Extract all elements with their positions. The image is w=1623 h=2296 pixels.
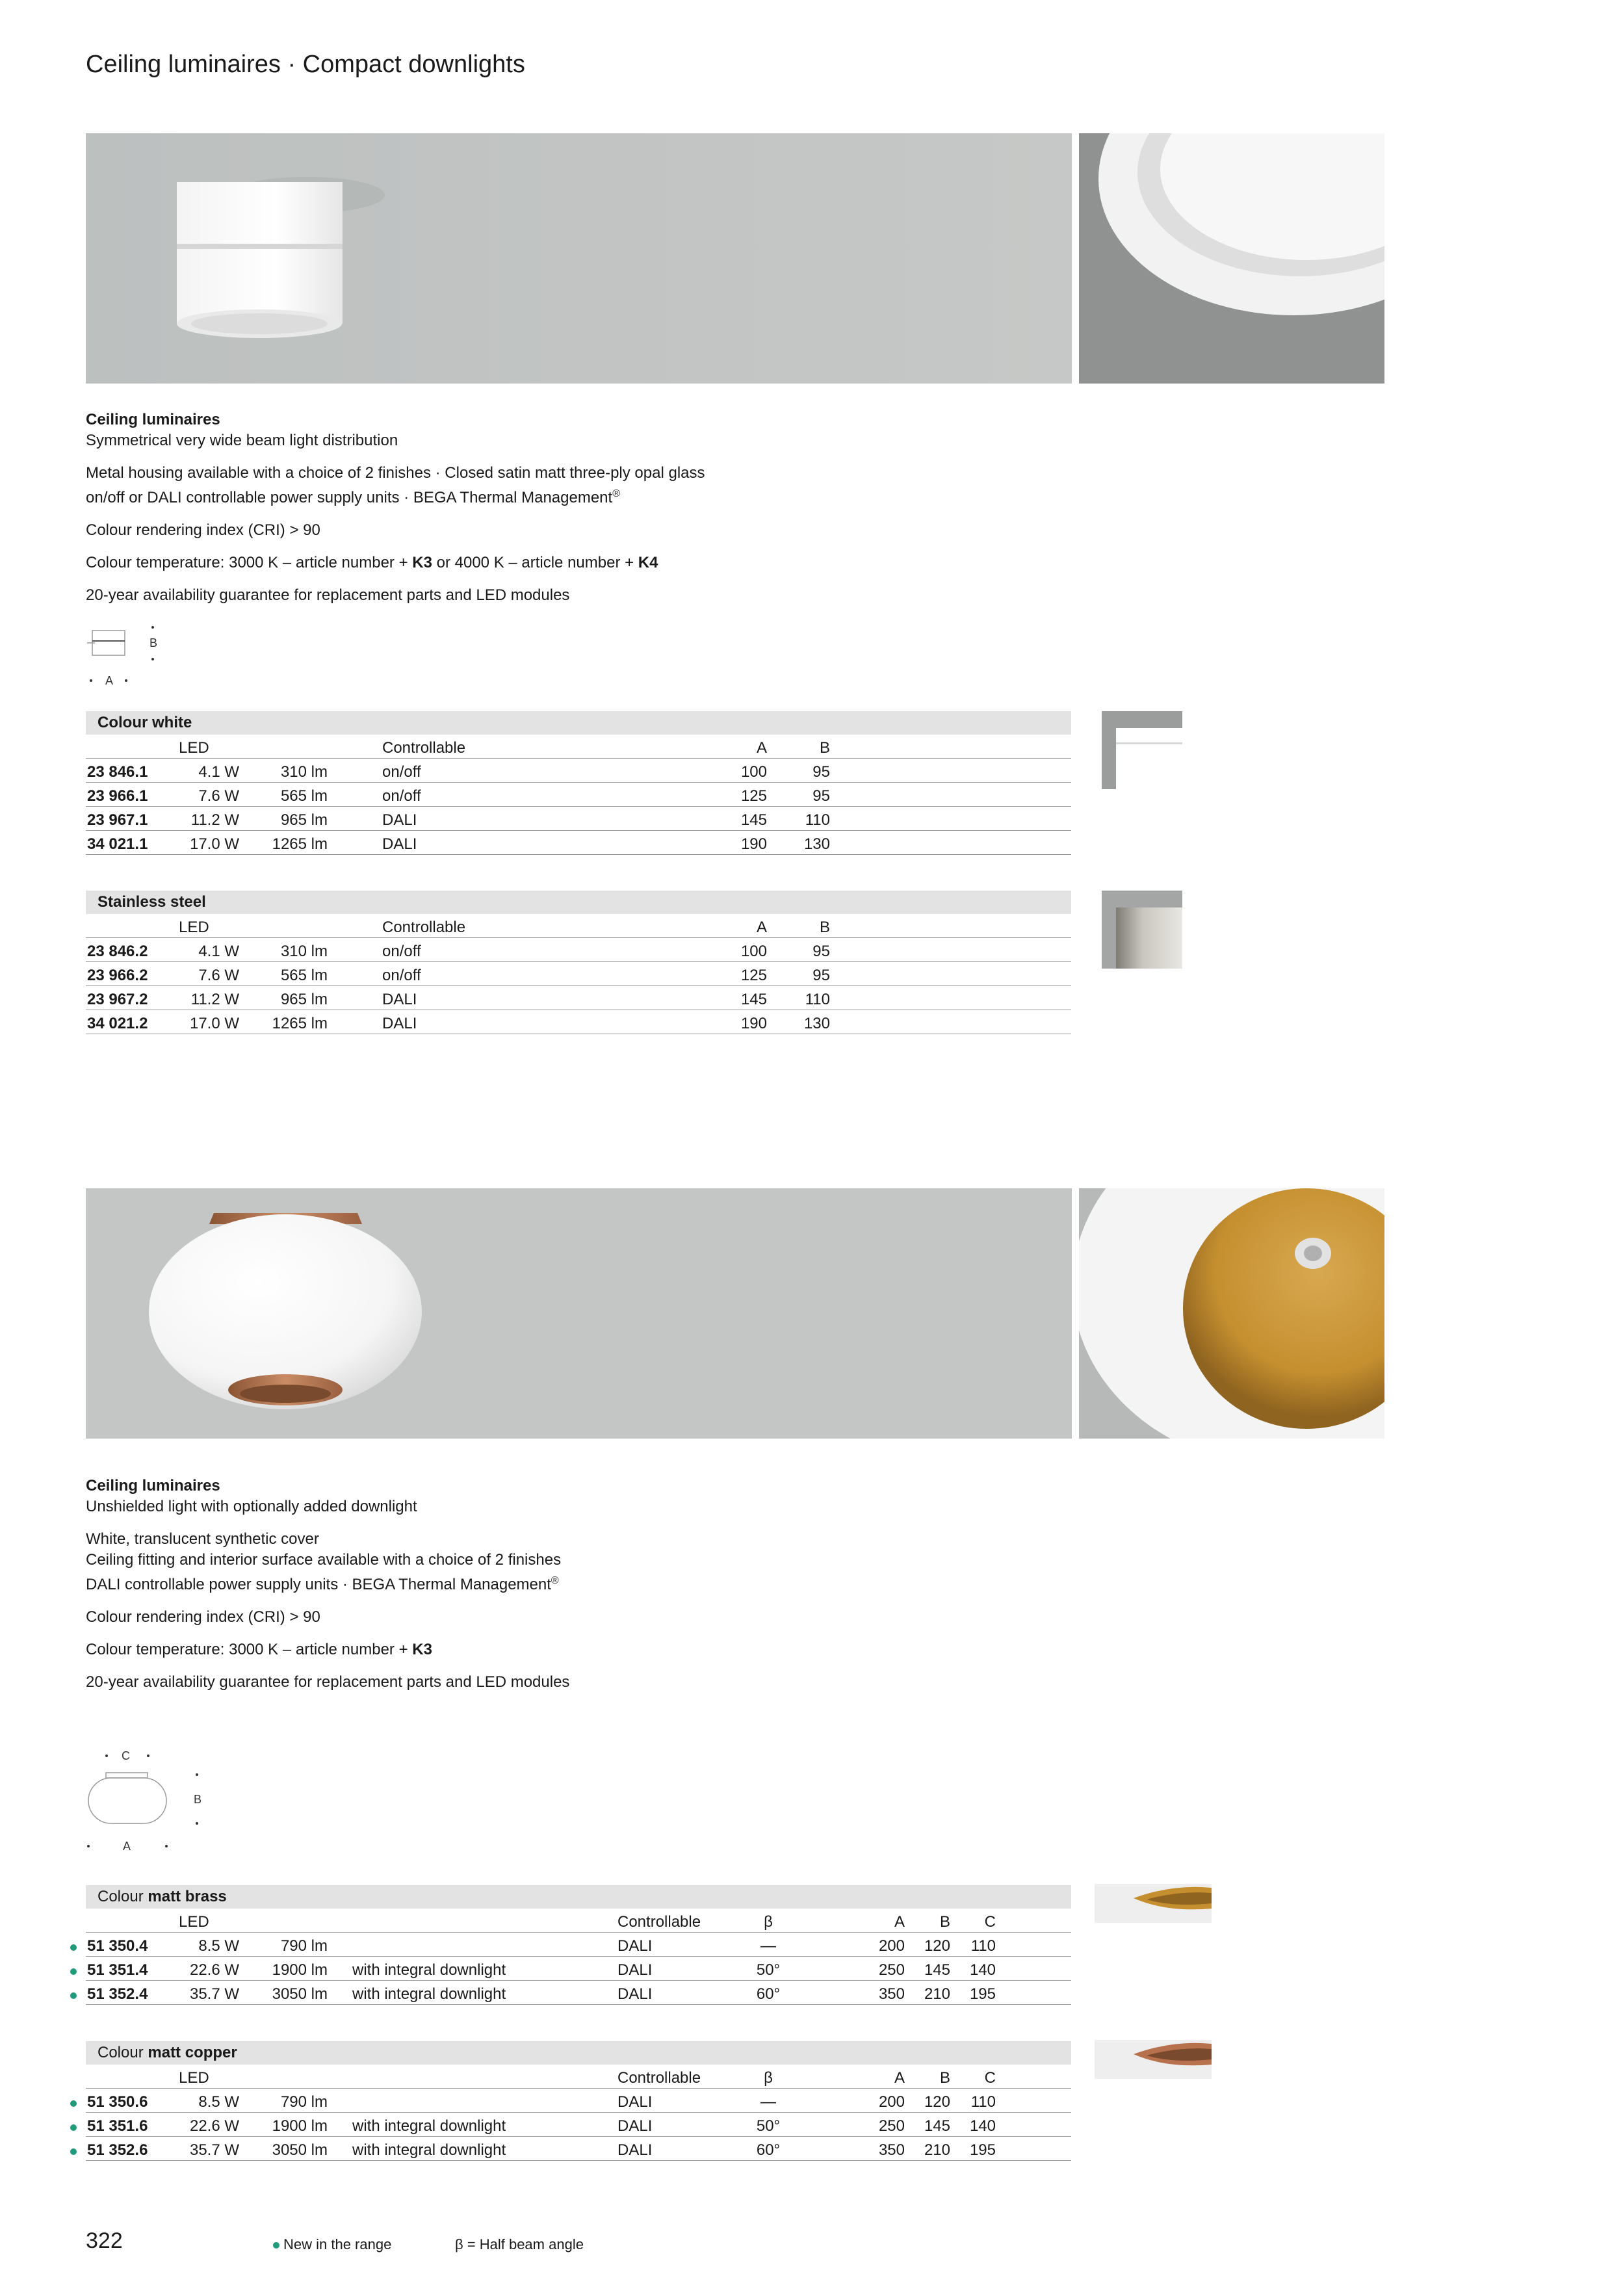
table-header [86, 2041, 1071, 2065]
column-headers [86, 2065, 1071, 2089]
table-title: Stainless steel [97, 893, 206, 911]
section2-description [86, 1476, 1061, 1704]
dim-a: 190 [740, 835, 767, 853]
wattage: 22.6 W [189, 1961, 239, 1979]
beta: 50° [756, 2117, 781, 2135]
controllable: DALI [617, 2117, 653, 2135]
section1-cri: Colour rendering index (CRI) > 90 [86, 521, 320, 539]
controllable: DALI [382, 991, 417, 1008]
dim-a: 190 [740, 1015, 767, 1032]
beta: 60° [756, 2141, 781, 2159]
col-b: B [819, 919, 830, 936]
product-photo-cylinder-downlight [86, 133, 1072, 384]
column-headers [86, 914, 1071, 938]
note: with integral downlight [352, 2141, 506, 2159]
page-number: 322 [86, 2228, 123, 2253]
col-led: LED [179, 2069, 209, 2087]
dim-b: 95 [812, 763, 830, 781]
section1-heading: Ceiling luminaires [86, 411, 220, 428]
dim-a: 200 [878, 2093, 905, 2111]
controllable: on/off [382, 763, 421, 781]
table-title: matt brass [148, 1888, 227, 1905]
section1-guarantee: 20-year availability guarantee for replacement parts and LED modules [86, 586, 570, 604]
wattage: 35.7 W [189, 1985, 239, 2003]
note: with integral downlight [352, 1985, 506, 2003]
table-header [86, 1885, 1071, 1909]
lumen: 965 lm [280, 991, 328, 1008]
new-in-range-dot [70, 2124, 77, 2131]
registered-mark: ® [612, 488, 620, 499]
lumen: 1265 lm [272, 835, 328, 853]
dim-b: 130 [803, 835, 830, 853]
legend-new-label: New in the range [283, 2236, 392, 2252]
beta: — [760, 1937, 776, 1955]
table-colour-white [86, 711, 1071, 855]
dim-a: 145 [740, 991, 767, 1008]
table-row [86, 807, 1071, 831]
controllable: DALI [617, 1937, 653, 1955]
section2-colour-temperature [86, 1639, 1061, 1660]
table-stainless-steel [86, 891, 1071, 1034]
article-number: 34 021.1 [87, 835, 148, 853]
lumen: 3050 lm [272, 1985, 328, 2003]
dim-b: 210 [924, 2141, 950, 2159]
controllable: on/off [382, 787, 421, 805]
section1-subheading: Symmetrical very wide beam light distribution [86, 432, 398, 449]
article-number: 51 352.6 [87, 2141, 148, 2159]
dim-b: 120 [924, 1937, 950, 1955]
wattage: 17.0 W [189, 835, 239, 853]
table-row [86, 986, 1071, 1010]
lumen: 965 lm [280, 811, 328, 829]
wattage: 11.2 W [190, 811, 239, 829]
table-row [86, 2089, 1071, 2113]
col-a: A [756, 739, 767, 757]
col-beta: β [764, 1913, 773, 1931]
ct-prefix: Colour temperature: 3000 K – article number + [86, 554, 413, 571]
note: with integral downlight [352, 2117, 506, 2135]
table-row [86, 1957, 1071, 1981]
table-row [86, 759, 1071, 783]
lumen: 565 lm [280, 967, 328, 984]
dim-c: 140 [969, 1961, 996, 1979]
col-led: LED [179, 1913, 209, 1931]
dim-a: 350 [878, 1985, 905, 2003]
lumen: 790 lm [280, 1937, 328, 1955]
controllable: DALI [617, 1985, 653, 2003]
dim-a: 250 [878, 2117, 905, 2135]
product-photo-dome-luminaire [86, 1188, 1072, 1439]
legend-half-beam-angle: β = Half beam angle [455, 2236, 584, 2252]
table-title: Colour white [97, 714, 192, 731]
wattage: 8.5 W [198, 2093, 239, 2111]
col-controllable: Controllable [617, 1913, 701, 1931]
article-number: 23 846.2 [87, 943, 148, 960]
article-number: 51 352.4 [87, 1985, 148, 2003]
new-in-range-dot [70, 1944, 77, 1951]
controllable: DALI [382, 835, 417, 853]
lumen: 1900 lm [272, 2117, 328, 2135]
controllable: on/off [382, 967, 421, 984]
new-in-range-dot [70, 2148, 77, 2155]
swatch-stainless-steel [1102, 891, 1182, 969]
section1-colour-temperature [86, 553, 1061, 573]
ct-prefix: Colour temperature: 3000 K – article number + [86, 1641, 413, 1658]
new-in-range-dot [70, 2100, 77, 2107]
col-c: C [984, 2069, 996, 2087]
table-header [86, 891, 1071, 914]
table-row [86, 1981, 1071, 2005]
controllable: on/off [382, 943, 421, 960]
article-number: 23 966.2 [87, 967, 148, 984]
table-row [86, 962, 1071, 986]
ct-k3: K3 [412, 554, 432, 571]
note: with integral downlight [352, 1961, 506, 1979]
section1-description [86, 410, 1061, 618]
col-beta: β [764, 2069, 773, 2087]
section1-features-line1: Metal housing available with a choice of 2 finishes · Closed satin matt three-ply opal glass [86, 464, 705, 482]
product-photo-dome-detail [1079, 1188, 1384, 1439]
dim-c: 110 [970, 2093, 996, 2111]
wattage: 11.2 W [190, 991, 239, 1008]
dim-b: 130 [803, 1015, 830, 1032]
section2-features [86, 1529, 1061, 1595]
dim-a: 125 [740, 787, 767, 805]
wattage: 22.6 W [189, 2117, 239, 2135]
ct-k3: K3 [412, 1641, 432, 1658]
beta: 60° [756, 1985, 781, 2003]
dim-a: 250 [878, 1961, 905, 1979]
dim-a: 100 [740, 763, 767, 781]
section2-features-line1: White, translucent synthetic cover [86, 1530, 319, 1548]
dim-label-c: C [122, 1749, 130, 1762]
wattage: 4.1 W [198, 943, 239, 960]
col-controllable: Controllable [382, 739, 466, 757]
table-row [86, 831, 1071, 855]
dim-b: 110 [805, 811, 830, 829]
dim-label-b: B [149, 636, 158, 649]
column-headers [86, 1909, 1071, 1933]
article-number: 34 021.2 [87, 1015, 148, 1032]
dim-b: 95 [812, 787, 830, 805]
page-title: Ceiling luminaires · Compact downlights [86, 51, 525, 78]
col-b: B [819, 739, 830, 757]
dim-a: 200 [878, 1937, 905, 1955]
article-number: 51 351.4 [87, 1961, 148, 1979]
lumen: 565 lm [280, 787, 328, 805]
swatch-matt-copper [1095, 2040, 1212, 2079]
table-row [86, 2113, 1071, 2137]
col-b: B [939, 1913, 950, 1931]
dim-c: 110 [970, 1937, 996, 1955]
article-number: 23 967.1 [87, 811, 148, 829]
table-row [86, 1010, 1071, 1034]
new-in-range-dot [70, 1992, 77, 1999]
lumen: 3050 lm [272, 2141, 328, 2159]
dim-a: 100 [740, 943, 767, 960]
col-a: A [894, 1913, 905, 1931]
section1-features-line2: on/off or DALI controllable power supply units · BEGA Thermal Management [86, 489, 613, 506]
col-controllable: Controllable [617, 2069, 701, 2087]
wattage: 35.7 W [189, 2141, 239, 2159]
dim-a: 350 [878, 2141, 905, 2159]
new-in-range-dot [70, 1968, 77, 1975]
controllable: DALI [617, 2093, 653, 2111]
table-colour-matt-brass [86, 1885, 1071, 2005]
beta: — [760, 2093, 776, 2111]
table-row [86, 938, 1071, 962]
section2-cri: Colour rendering index (CRI) > 90 [86, 1608, 320, 1626]
dim-c: 195 [969, 2141, 996, 2159]
dim-a: 125 [740, 967, 767, 984]
wattage: 4.1 W [198, 763, 239, 781]
article-number: 51 350.6 [87, 2093, 148, 2111]
new-in-range-dot [273, 2242, 279, 2249]
dim-b: 95 [812, 967, 830, 984]
dim-b: 210 [924, 1985, 950, 2003]
section2-features-line2: Ceiling fitting and interior surface available with a choice of 2 finishes [86, 1551, 562, 1569]
dim-c: 195 [969, 1985, 996, 2003]
dim-b: 145 [924, 2117, 950, 2135]
controllable: DALI [382, 811, 417, 829]
lumen: 310 lm [280, 943, 328, 960]
table-colour-matt-copper [86, 2041, 1071, 2161]
article-number: 23 846.1 [87, 763, 148, 781]
dim-c: 140 [969, 2117, 996, 2135]
section2-heading: Ceiling luminaires [86, 1477, 220, 1494]
article-number: 23 966.1 [87, 787, 148, 805]
dim-b: 145 [924, 1961, 950, 1979]
ct-k4: K4 [638, 554, 658, 571]
registered-mark: ® [551, 1575, 559, 1586]
col-led: LED [179, 919, 209, 936]
section1-dimension-diagram [86, 624, 177, 689]
article-number: 23 967.2 [87, 991, 148, 1008]
dim-b: 120 [924, 2093, 950, 2111]
article-number: 51 350.4 [87, 1937, 148, 1955]
article-number: 51 351.6 [87, 2117, 148, 2135]
wattage: 17.0 W [189, 1015, 239, 1032]
table-title: matt copper [148, 2044, 237, 2061]
col-led: LED [179, 739, 209, 757]
legend-new-in-range [273, 2236, 391, 2253]
table-row [86, 783, 1071, 807]
col-b: B [939, 2069, 950, 2087]
table-title-prefix: Colour [97, 2044, 148, 2061]
controllable: DALI [617, 1961, 653, 1979]
section1-features [86, 463, 1061, 508]
dim-label-a: A [105, 674, 114, 687]
col-a: A [756, 919, 767, 936]
controllable: DALI [382, 1015, 417, 1032]
wattage: 7.6 W [198, 787, 239, 805]
dim-b: 110 [805, 991, 830, 1008]
lumen: 790 lm [280, 2093, 328, 2111]
table-row [86, 2137, 1071, 2161]
col-c: C [984, 1913, 996, 1931]
controllable: DALI [617, 2141, 653, 2159]
ct-mid: or 4000 K – article number + [432, 554, 638, 571]
section2-features-line3: DALI controllable power supply units · BEGA Thermal Management [86, 1576, 551, 1593]
dim-label-a: A [123, 1840, 131, 1853]
section2-subheading: Unshielded light with optionally added downlight [86, 1498, 417, 1515]
swatch-white [1102, 711, 1182, 789]
lumen: 1265 lm [272, 1015, 328, 1032]
table-title-prefix: Colour [97, 1888, 148, 1905]
dim-b: 95 [812, 943, 830, 960]
dim-label-b: B [194, 1793, 202, 1806]
lumen: 310 lm [280, 763, 328, 781]
beta: 50° [756, 1961, 781, 1979]
section2-dimension-diagram [83, 1745, 213, 1856]
wattage: 8.5 W [198, 1937, 239, 1955]
column-headers [86, 735, 1071, 759]
swatch-matt-brass [1095, 1884, 1212, 1923]
section2-guarantee: 20-year availability guarantee for replacement parts and LED modules [86, 1673, 570, 1691]
lumen: 1900 lm [272, 1961, 328, 1979]
product-photo-cylinder-detail [1079, 133, 1384, 384]
wattage: 7.6 W [198, 967, 239, 984]
dim-a: 145 [740, 811, 767, 829]
table-row [86, 1933, 1071, 1957]
col-controllable: Controllable [382, 919, 466, 936]
table-header [86, 711, 1071, 735]
col-a: A [894, 2069, 905, 2087]
